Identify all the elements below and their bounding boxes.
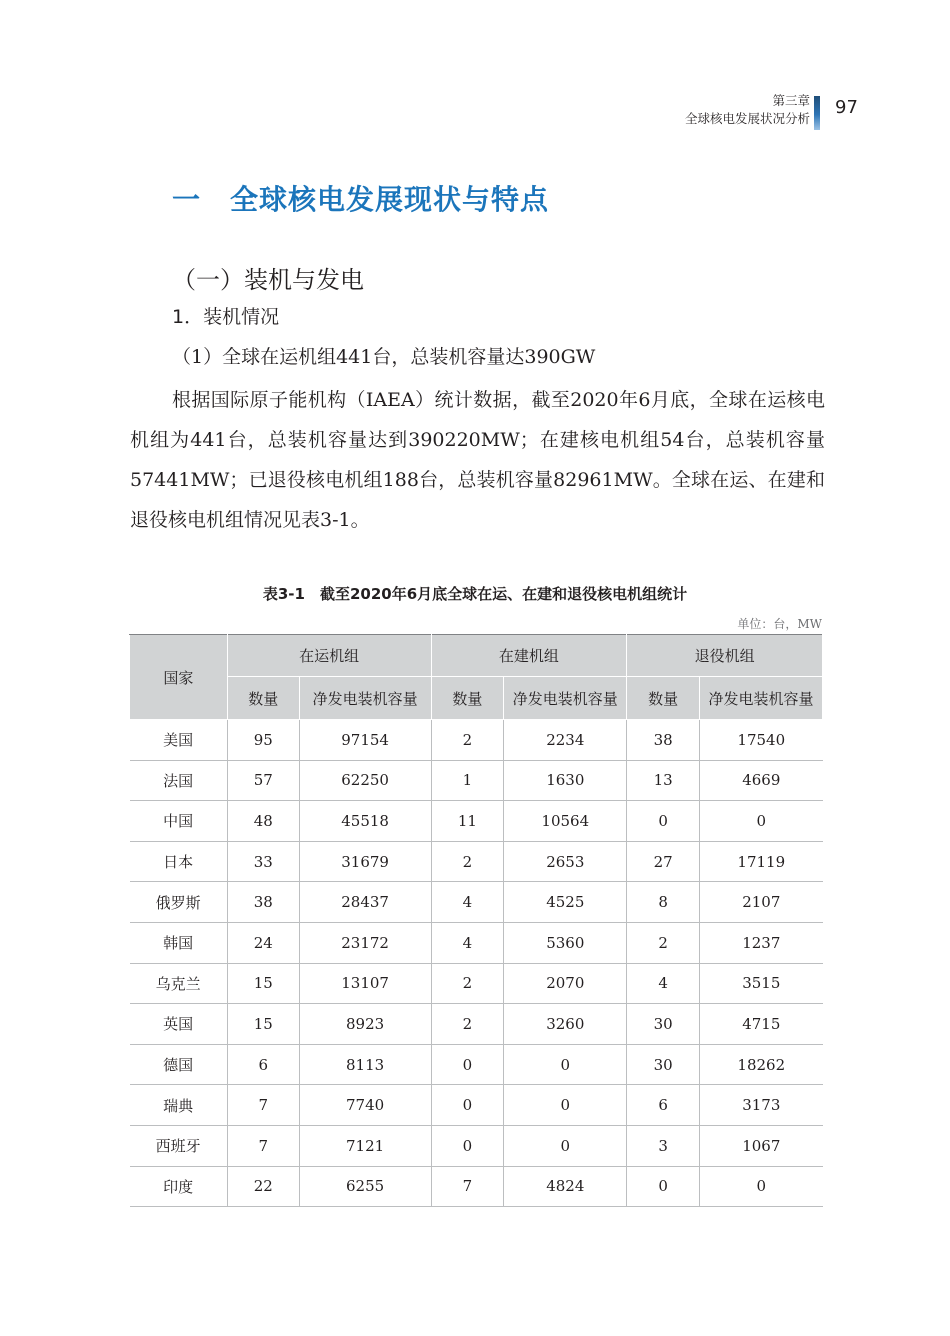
value-cell: 95 [227, 720, 299, 761]
value-cell: 17119 [700, 841, 823, 882]
value-cell: 2107 [700, 882, 823, 923]
table-row [130, 882, 823, 923]
value-cell: 1067 [700, 1125, 823, 1166]
value-cell: 6255 [299, 1166, 431, 1207]
value-cell: 5360 [504, 922, 627, 963]
value-cell: 0 [431, 1125, 504, 1166]
value-cell: 6 [627, 1085, 700, 1126]
value-cell: 3260 [504, 1004, 627, 1045]
chapter-title: 全球核电发展状况分析 [684, 111, 810, 126]
value-cell: 15 [227, 1004, 299, 1045]
value-cell: 33 [227, 841, 299, 882]
value-cell: 2070 [504, 963, 627, 1004]
country-cell: 瑞典 [130, 1085, 228, 1126]
value-cell: 8 [627, 882, 700, 923]
nuclear-units-table [129, 634, 823, 1207]
value-cell: 57 [227, 760, 299, 801]
value-cell: 3515 [700, 963, 823, 1004]
table-row [130, 720, 823, 761]
section-number: 一 [172, 183, 202, 216]
country-cell: 印度 [130, 1166, 228, 1207]
value-cell: 4 [627, 963, 700, 1004]
header-country: 国家 [130, 635, 228, 720]
value-cell: 0 [627, 1166, 700, 1207]
value-cell: 97154 [299, 720, 431, 761]
country-cell: 德国 [130, 1044, 228, 1085]
body-paragraph: 根据国际原子能机构（IAEA）统计数据，截至2020年6月底，全球在运核电机组为441台，总装机容量达到390220MW；在建核电机组54台，总装机容量57441MW；已退役核电机组188台，总装机容量82961MW。全球在运、在建和退役核电机组情况见表3-1。 [130, 389, 825, 531]
value-cell: 0 [627, 801, 700, 842]
table-row [130, 1166, 823, 1207]
header-group-construction: 在建机组 [431, 635, 627, 677]
section-heading [172, 178, 549, 218]
value-cell: 13 [627, 760, 700, 801]
value-cell: 13107 [299, 963, 431, 1004]
country-cell: 日本 [130, 841, 228, 882]
value-cell: 23172 [299, 922, 431, 963]
value-cell: 0 [700, 801, 823, 842]
value-cell: 0 [700, 1166, 823, 1207]
value-cell: 4 [431, 882, 504, 923]
value-cell: 2653 [504, 841, 627, 882]
value-cell: 8923 [299, 1004, 431, 1045]
table-row [130, 801, 823, 842]
value-cell: 38 [227, 882, 299, 923]
value-cell: 18262 [700, 1044, 823, 1085]
value-cell: 7 [431, 1166, 504, 1207]
value-cell: 4 [431, 922, 504, 963]
header-sub: 数量 [431, 677, 504, 720]
country-cell: 韩国 [130, 922, 228, 963]
running-head [685, 92, 810, 128]
value-cell: 0 [504, 1044, 627, 1085]
country-cell: 英国 [130, 1004, 228, 1045]
table-row [130, 1044, 823, 1085]
value-cell: 22 [227, 1166, 299, 1207]
value-cell: 1 [431, 760, 504, 801]
country-cell: 西班牙 [130, 1125, 228, 1166]
table-unit: 单位：台，MW [737, 617, 822, 631]
value-cell: 15 [227, 963, 299, 1004]
value-cell: 27 [627, 841, 700, 882]
header-sub: 净发电装机容量 [504, 677, 627, 720]
value-cell: 4715 [700, 1004, 823, 1045]
value-cell: 2234 [504, 720, 627, 761]
value-cell: 1237 [700, 922, 823, 963]
value-cell: 62250 [299, 760, 431, 801]
table-row [130, 963, 823, 1004]
value-cell: 1630 [504, 760, 627, 801]
value-cell: 3173 [700, 1085, 823, 1126]
value-cell: 2 [431, 1004, 504, 1045]
header-group-retired: 退役机组 [627, 635, 823, 677]
header-sub: 净发电装机容量 [700, 677, 823, 720]
value-cell: 2 [431, 720, 504, 761]
value-cell: 38 [627, 720, 700, 761]
value-cell: 7740 [299, 1085, 431, 1126]
header-group-operating: 在运机组 [227, 635, 431, 677]
table-body [130, 720, 823, 1207]
value-cell: 2 [431, 963, 504, 1004]
value-cell: 4824 [504, 1166, 627, 1207]
running-head-bar [814, 96, 820, 130]
header-sub: 数量 [227, 677, 299, 720]
value-cell: 48 [227, 801, 299, 842]
chapter-label: 第三章 [772, 93, 810, 108]
country-cell: 乌克兰 [130, 963, 228, 1004]
value-cell: 3 [627, 1125, 700, 1166]
table-row [130, 1085, 823, 1126]
value-cell: 0 [504, 1125, 627, 1166]
section-title: 全球核电发展现状与特点 [230, 183, 550, 216]
subheading-level1: （一）装机与发电 [172, 266, 364, 294]
table-row [130, 1004, 823, 1045]
value-cell: 30 [627, 1004, 700, 1045]
value-cell: 7 [227, 1085, 299, 1126]
value-cell: 10564 [504, 801, 627, 842]
header-sub: 数量 [627, 677, 700, 720]
value-cell: 31679 [299, 841, 431, 882]
value-cell: 0 [504, 1085, 627, 1126]
value-cell: 7 [227, 1125, 299, 1166]
value-cell: 11 [431, 801, 504, 842]
value-cell: 28437 [299, 882, 431, 923]
header-sub: 净发电装机容量 [299, 677, 431, 720]
table-row [130, 841, 823, 882]
country-cell: 俄罗斯 [130, 882, 228, 923]
value-cell: 0 [431, 1085, 504, 1126]
value-cell: 4525 [504, 882, 627, 923]
value-cell: 8113 [299, 1044, 431, 1085]
value-cell: 30 [627, 1044, 700, 1085]
country-cell: 中国 [130, 801, 228, 842]
value-cell: 4669 [700, 760, 823, 801]
value-cell: 7121 [299, 1125, 431, 1166]
table-caption: 表3-1 截至2020年6月底全球在运、在建和退役核电机组统计 [262, 585, 688, 603]
table-row [130, 760, 823, 801]
value-cell: 0 [431, 1044, 504, 1085]
value-cell: 6 [227, 1044, 299, 1085]
value-cell: 2 [627, 922, 700, 963]
value-cell: 2 [431, 841, 504, 882]
page-number: 97 [835, 97, 858, 118]
country-cell: 法国 [130, 760, 228, 801]
subheading-level3: （1）全球在运机组441台，总装机容量达390GW [172, 346, 596, 368]
value-cell: 45518 [299, 801, 431, 842]
table-row [130, 922, 823, 963]
country-cell: 美国 [130, 720, 228, 761]
table-row [130, 1125, 823, 1166]
subheading-level2: 1．装机情况 [172, 306, 280, 328]
value-cell: 17540 [700, 720, 823, 761]
value-cell: 24 [227, 922, 299, 963]
